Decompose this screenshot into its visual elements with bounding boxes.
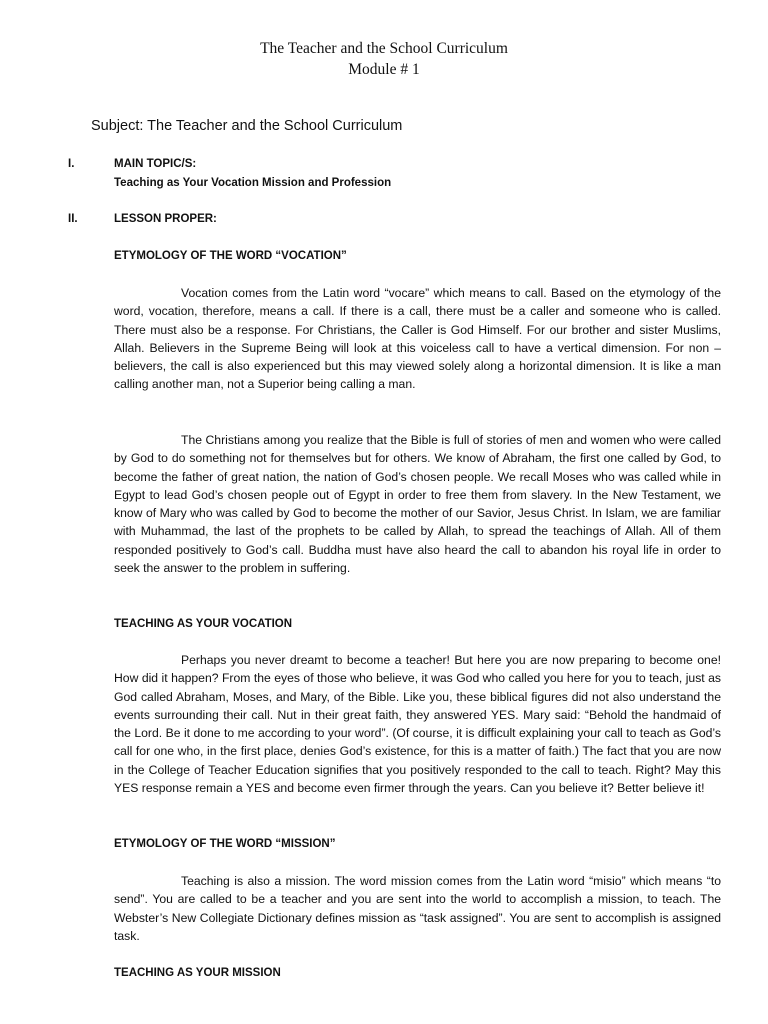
mission-paragraph-1: Teaching is also a mission. The word mission comes from the Latin word “misio” which means “to send”. You are called to be a teacher and you are sent into the world to accomplish a mission, to teach. The Webster’s New Collegiate Dictionary defines mission as “task assigned”. You are sent to accomplish is assigned task. xyxy=(114,874,721,943)
vocation-paragraph-1: Vocation comes from the Latin word “vocare” which means to call. Based on the etymology of the word, vocation, therefore, means a call. If there is a call, there must be a caller and someone who is called. There must also be a response. For Christians, the Caller is God Himself. For our brother and sister Muslims, Allah. Believers in the Supreme Being will look at this voiceless call to have a vertical dimension. For non – believers, the call is also experienced but this may viewed solely along a horizontal dimension. It is like a man calling another man, not a Superior being calling a man. xyxy=(114,286,721,392)
main-topic-heading: MAIN TOPIC/S: xyxy=(114,158,197,170)
teaching-mission-heading: TEACHING AS YOUR MISSION xyxy=(114,967,281,979)
section-numeral-2: II. xyxy=(68,213,78,225)
vocation-paragraph-2: The Christians among you realize that the Bible is full of stories of men and women who were called by God to do something not for themselves but for others. We know of Abraham, the first one called by God, to become the father of great nation, the nation of God’s chosen people. We recall Moses who was called while in Egypt to lead God’s chosen people out of Egypt in order to free them from slavery. In the New Testament, we know of Mary who was called by God to become the mother of our Savior, Jesus Christ. In Islam, we are familiar with Muhammad, the last of the prophets to be called by Allah, to spread the teachings of Allah. All of them responded positively to God’s call. Buddha must have also heard the call to abandon his royal life in order to seek the answer to the problem in suffering. xyxy=(114,433,721,576)
etymology-vocation-heading: ETYMOLOGY OF THE WORD “VOCATION” xyxy=(114,250,347,262)
module-number: Module # 1 xyxy=(348,61,420,78)
section-numeral-1: I. xyxy=(68,158,75,170)
document-title: The Teacher and the School Curriculum xyxy=(260,40,508,57)
main-topic-text: Teaching as Your Vocation Mission and Profession xyxy=(114,177,392,189)
etymology-mission-heading: ETYMOLOGY OF THE WORD “MISSION” xyxy=(114,838,336,850)
teaching-vocation-paragraph: Perhaps you never dreamt to become a teacher! But here you are now preparing to become one! How did it happen? From the eyes of those who believe, it was God who called you here for you to teach, just as God called Abraham, Moses, and Mary, of the Bible. Like you, these biblical figures did not also understand the events surrounding their call. Nut in their great faith, they answered YES. Mary said: “Behold the handmaid of the Lord. Be it done to me according to your word”. (Of course, it is difficult explaining your call to teach as God’s call for one who, in the first place, denies God’s existence, for this is a matter of faith.) The fact that you are now in the College of Teacher Education signifies that you positively responded to the call to teach. Right? May this YES response remain a YES and become even firmer through the years. Can you believe it? Better believe it! xyxy=(114,653,721,796)
lesson-proper-heading: LESSON PROPER: xyxy=(114,213,217,225)
teaching-vocation-heading: TEACHING AS YOUR VOCATION xyxy=(114,618,293,630)
subject-line: Subject: The Teacher and the School Curriculum xyxy=(91,118,403,134)
